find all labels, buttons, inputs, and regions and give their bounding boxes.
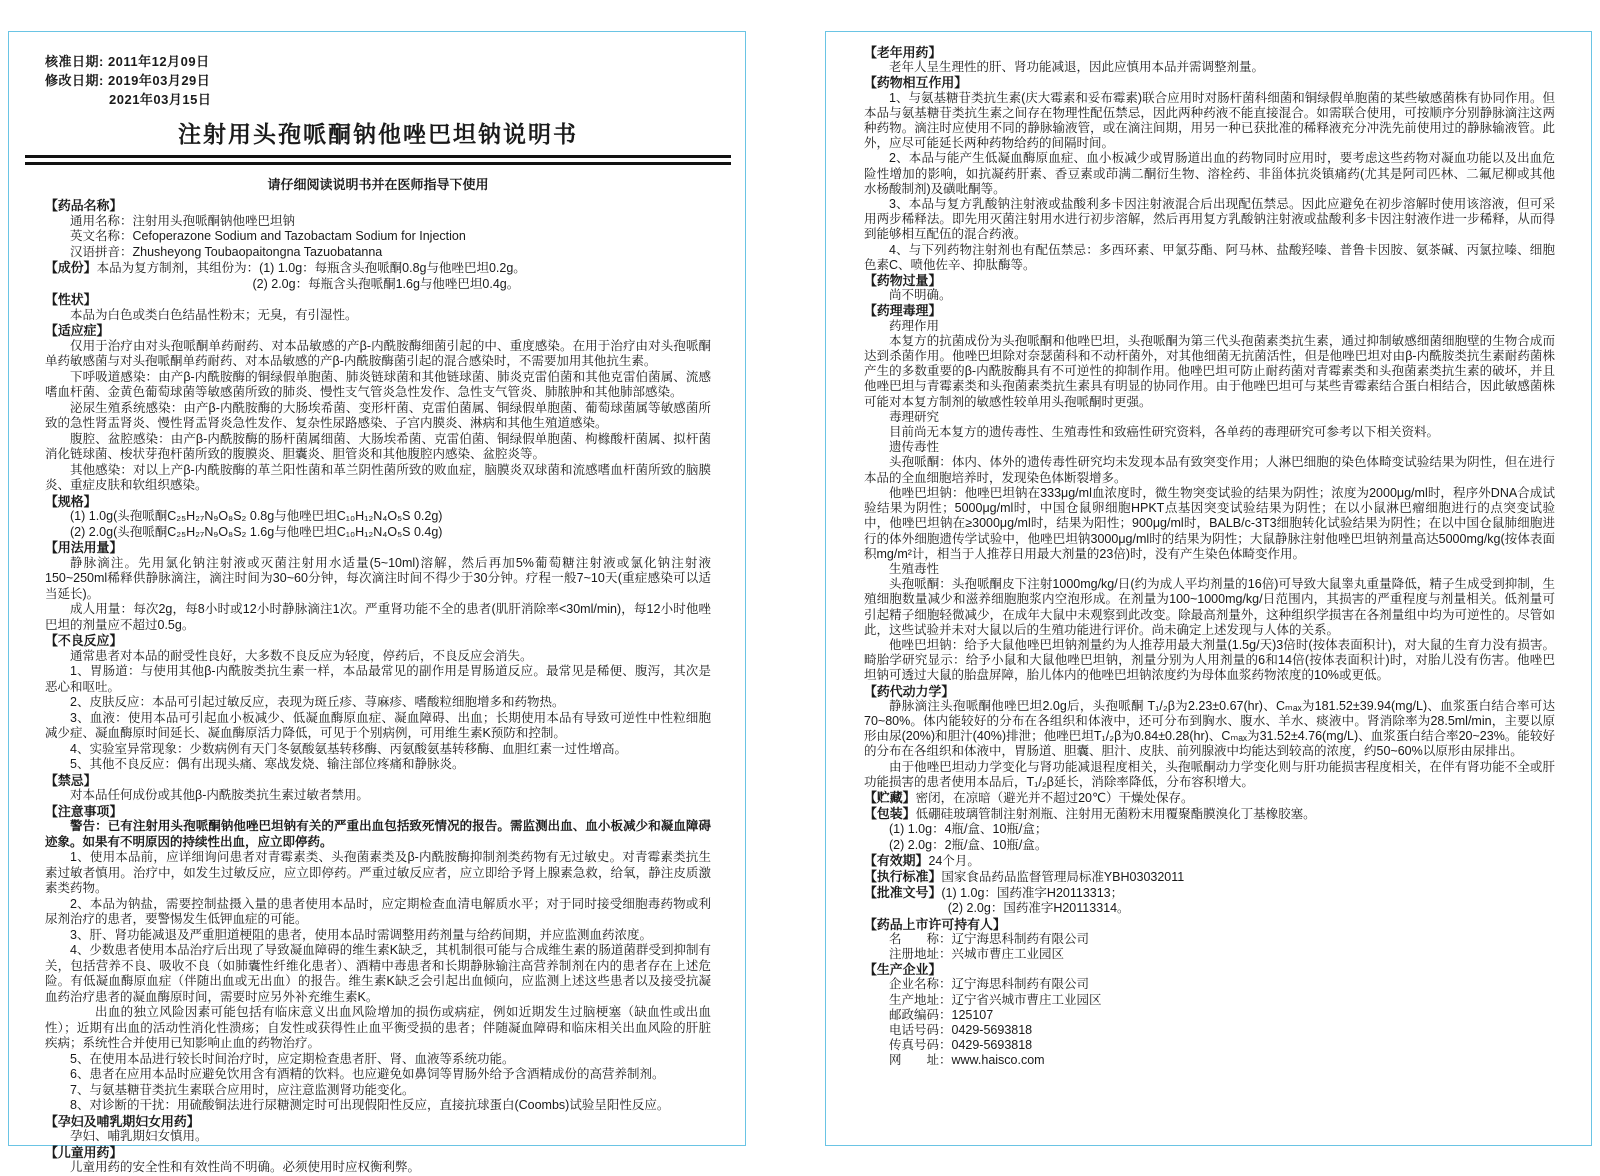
paragraph: (1) 1.0g(头孢哌酮C₂₅H₂₇N₉O₈S₂ 0.8g与他唑巴坦C₁₀H₁₂N₄O₅S 0.2g): [70, 509, 443, 523]
paragraph: 2、本品为钠盐，需要控制盐摄入量的患者使用本品时，应定期检查血清电解质水平；对于同时接受细胞毒药物或利尿剂治疗的患者，要警惕发生低钾血症的可能。: [45, 896, 711, 926]
paragraph: 生殖毒性: [889, 561, 940, 576]
section-inline-paragraph: 【有效期】24个月。: [864, 852, 980, 868]
section-heading-inline: 【执行标准】: [864, 868, 942, 884]
paragraph: 遗传毒性: [889, 440, 940, 455]
paragraph: 邮政编码：125107: [889, 1007, 994, 1022]
paragraph: 尚不明确。: [889, 288, 952, 303]
section-heading: 【规格】: [45, 493, 97, 509]
revision-date-line-2: 2021年03月15日: [109, 92, 212, 107]
paragraph: 名 称：辽宁海思科制药有限公司: [889, 931, 1090, 946]
paragraph: 本复方的抗菌成份为头孢哌酮和他唑巴坦，头孢哌酮为第三代头孢菌素类抗生素，通过抑制敏感细菌细胞壁的生物合成而达到杀菌作用。他唑巴坦除对奈瑟菌科和不动杆菌外，对其他细菌无抗菌活性，但是他唑巴坦对由β-内酰胺类抗生素耐药菌株产生的多数重要的β-内酰胺酶具有不可逆性的抑制作用。他唑巴坦可防止耐药菌对青霉素类和头孢菌素类抗生素的破坏，并且他唑巴坦与青霉素类和头孢菌素类抗生素具有明显的协同作用。由于他唑巴坦可与某些青霉素结合蛋白相结合，因此敏感菌株可能对本复方制剂的敏感性较单用头孢哌酮时更强。: [864, 333, 1555, 409]
paragraph: (2) 2.0g(头孢哌酮C₂₅H₂₇N₉O₈S₂ 1.6g与他唑巴坦C₁₀H₁₂N₄O₅S 0.4g): [70, 524, 443, 539]
paragraph: 由于他唑巴坦动力学变化与肾功能减退程度相关，头孢哌酮动力学变化则与肝功能损害程度相关，在伴有肾功能不全或肝功能损害的患者使用本品后，T₁/₂β延长，消除率降低，分布容积增大。: [864, 759, 1555, 789]
paragraph: 成人用量：每次2g，每8小时或12小时静脉滴注1次。严重肾功能不全的患者(肌肝消除率<30ml/min)，每12小时他唑巴坦的剂量应不超过0.5g。: [45, 602, 711, 632]
section-inline-paragraph: 【批准文号】(1) 1.0g：国药准字H20113313；: [864, 885, 1124, 901]
paragraph: 静脉滴注。先用氯化钠注射液或灭菌注射用水适量(5~10ml)溶解，然后再加5%葡萄糖注射液或氯化钠注射液150~250ml稀释供静脉滴注，滴注时间为30~60分钟，每次滴注时间不得少于30分钟。疗程一般7~10天(重症感染可以适当延长)。: [45, 555, 711, 601]
page-1-content: [45, 198, 711, 1176]
approval-date-line: 核准日期: 2011年12月09日: [45, 54, 210, 69]
paragraph: 孕妇、哺乳期妇女慎用。: [70, 1129, 208, 1143]
paragraph: 4、实验室异常现象：少数病例有天门冬氨酸氨基转移酶、丙氨酸氨基转移酶、血胆红素一过性增高。: [70, 741, 627, 756]
paragraph: 3、本品与复方乳酸钠注射液或盐酸利多卡因注射液混合后出现配伍禁忌。因此应避免在初步溶解时使用该溶液，但可采用两步稀释法。即先用灭菌注射用水进行初步溶解，然后再用复方乳酸钠注射液或盐酸利多卡因注射液作进一步稀释，从而得到能够相互配伍的混合药液。: [864, 197, 1555, 242]
paragraph: 腹腔、盆腔感染：由产β-内酰胺酶的肠杆菌属细菌、大肠埃希菌、克雷伯菌、铜绿假单胞菌、枸橼酸杆菌属、拟杆菌消化链球菌、梭状芽孢杆菌所致的腹膜炎、胆囊炎、胆管炎和其他腹腔内感染、盆腔炎等。: [45, 431, 711, 461]
section-heading: 【老年用药】: [864, 45, 942, 60]
paragraph: 生产地址：辽宁省兴城市曹庄工业园区: [889, 992, 1102, 1007]
paragraph: 本品为白色或类白色结晶性粉末；无臭，有引湿性。: [70, 307, 358, 322]
section-inline-paragraph: 【执行标准】国家食品药品监督管理局标准YBH03032011: [864, 868, 1185, 884]
paragraph: 传真号码：0429-5693818: [889, 1038, 1033, 1053]
paragraph: 8、对诊断的干扰：用硫酸铜法进行尿糖测定时可出现假阳性反应，直接抗球蛋白(Coombs)试验呈阳性反应。: [70, 1098, 670, 1112]
section-heading: 【性状】: [45, 292, 97, 307]
paragraph: 4、与下列药物注射剂也有配伍禁忌：多西环素、甲氯芬酯、阿马林、盐酸羟嗪、普鲁卡因胺、氨茶碱、丙氯拉嗪、细胞色素C、喷他佐辛、抑肽酶等。: [864, 242, 1555, 272]
paragraph: 网 址：www.haisco.com: [889, 1053, 1045, 1068]
warning-paragraph: 警告：已有注射用头孢哌酮钠他唑巴坦钠有关的严重出血包括致死情况的报告。需监测出血、血小板减少和凝血障碍迹象。如果有不明原因的持续性出血，应立即停药。: [45, 819, 711, 849]
paragraph: 4、少数患者使用本品治疗后出现了导致凝血障碍的维生素K缺乏，其机制很可能与合成维生素的肠道菌群受到抑制有关，包括营养不良、吸收不良（如肺囊性纤维化患者）、酒精中毒患者和长期静脉输注高营养制剂在内的患者存在上述危险。有低凝血酶原血症（伴随出血或无出血）的报告。维生素K缺乏会引起出血倾向，应监测上述这些患者以及接受抗凝血药治疗患者的凝血酶原时间，需要时应另外补充维生素K。: [45, 943, 711, 1004]
title-divider: [25, 155, 731, 165]
section-heading-inline: 【贮藏】: [864, 789, 916, 805]
section-heading: 【用法用量】: [45, 540, 123, 555]
paragraph: 毒理研究: [889, 409, 940, 424]
paragraph: 他唑巴坦钠：给予大鼠他唑巴坦钠剂量约为人推荐用最大剂量(1.5g/天)3倍时(按体表面积计)，对大鼠的生育力没有损害。畸胎学研究显示：给予小鼠和大鼠他唑巴坦钠，剂量分别为人用剂量的6和14倍(按体表面积计)时，对胎儿没有伤害。他唑巴坦钠可透过大鼠的胎盘屏障，胎儿体内的他唑巴坦钠浓度约为母体血浆药物浓度的10%或更低。: [864, 637, 1555, 683]
usage-notice: 请仔细阅读说明书并在医师指导下使用: [267, 177, 489, 192]
paragraph: (2) 2.0g：每瓶含头孢哌酮1.6g与他唑巴坦0.4g。: [252, 276, 520, 291]
paragraph: 下呼吸道感染：由产β-内酰胺酶的铜绿假单胞菌、肺炎链球菌和其他链球菌、肺炎克雷伯菌和其他克雷伯菌属、流感嗜血杆菌、金黄色葡萄球菌等敏感菌所致的肺炎、慢性支气管炎急性发作、急性支气管炎、肺脓肿和其他肺部感染。: [45, 369, 711, 399]
paragraph: 他唑巴坦钠：他唑巴坦钠在333μg/ml血浓度时，微生物突变试验的结果为阴性；浓度为2000μg/ml时，程序外DNA合成试验结果为阴性；5000μg/ml时，中国仓鼠卵细胞HPKT点基因突变试验结果为阴性；在以小鼠淋巴瘤细胞进行的点突变试验中，他唑巴坦钠在≥3000μg/ml时，结果为阳性；900μg/ml时，BALB/c-3T3细胞转化试验结果为阴性；在以中国仓鼠肺细胞进行的体外细胞遗传学试验中，他唑巴坦钠3000μg/ml时的结果为阴性；大鼠静脉注射他唑巴坦钠剂量高达5000mg/kg(按体表面积mg/m²计，相当于人推荐日用最大剂量的23倍)时，没有产生染色体畸变作用。: [864, 485, 1555, 561]
section-heading: 【孕妇及哺乳期妇女用药】: [45, 1113, 200, 1129]
paragraph: 企业名称：辽宁海思科制药有限公司: [889, 977, 1090, 992]
section-heading-inline: 【批准文号】: [864, 885, 942, 901]
paragraph: 其他感染：对以上产β-内酰胺酶的革兰阳性菌和革兰阴性菌所致的败血症，脑膜炎双球菌和流感嗜血杆菌所致的脑膜炎、重症皮肤和软组织感染。: [45, 462, 711, 492]
paragraph: 汉语拼音：Zhusheyong Toubaopaitongna Tazuobatanna: [70, 244, 383, 259]
paragraph: 3、血液：使用本品可引起血小板减少、低凝血酶原血症、凝血障碍、出血；长期使用本品有导致可逆性中性粒细胞减少症、凝血酶原时间延长、凝血酶原活力降低，可见于个别病例，可用维生素K预防和控制。: [45, 710, 711, 740]
page-2-content: [864, 45, 1555, 1069]
paragraph: 1、与氨基糖苷类抗生素(庆大霉素和妥布霉素)联合应用时对肠杆菌科细菌和铜绿假单胞菌的某些敏感菌株有协同作用。但本品与氨基糖苷类抗生素之间存在物理性配伍禁忌，因此两种药液不能直接混合。如需联合使用，可按顺序分别静脉滴注这两种药物。滴注时应使用不同的静脉输液管，或在滴注间期，用另一种已获批准的稀释液充分冲洗先前使用过的静脉输液管。此外，应尽可能延长两种药物给药的间隔时间。: [864, 90, 1555, 151]
paragraph: 头孢哌酮：头孢哌酮皮下注射1000mg/kg/日(约为成人平均剂量的16倍)可导致大鼠睾丸重量降低，精子生成受到抑制，生殖细胞数量减少和滋养细胞胞浆内空泡形成。在剂量为100~1000mg/kg/日范围内，其损害的严重程度与剂量相关。低剂量可引起精子细胞轻微减少，在成年大鼠中未观察到此改变。除最高剂量外，这种组织学损害在各剂量组中均为可逆性的。尽管如此，这些试验并未对大鼠以后的生殖功能进行评价。尚未确定上述发现与人体的关系。: [864, 577, 1555, 637]
section-heading: 【药代动力学】: [864, 683, 955, 699]
paragraph: 3、肝、肾功能减退及严重胆道梗阻的患者，使用本品时需调整用药剂量与给药间期，并应监测血药浓度。: [70, 927, 652, 942]
paragraph: 静脉滴注头孢哌酮他唑巴坦2.0g后，头孢哌酮 T₁/₂β为2.23±0.67(hr)、Cₘₐₓ为181.52±39.94(mg/L)、血浆蛋白结合率可达70~80%。体内能较好的分布在各组织和体液中，还可分布到胸水、腹水、羊水、痰液中。肾消除率为28.5ml/min，主要以原形由尿(20%)和胆汁(40%)排泄；他唑巴坦T₁/₂β为0.84±0.28(hr)、Cₘₐₓ为31.52±4.76(mg/L)、血浆蛋白结合率20~23%。能较好的分布在各组织和体液中，胃肠道、胆囊、胆汁、皮肤、前列腺液中均能达到较高的浓度，约50~60%以原形由尿排出。: [864, 698, 1555, 759]
section-heading-inline: 【包装】: [864, 806, 916, 822]
section-inline-paragraph: 【包装】低硼硅玻璃管制注射剂瓶、注射用无菌粉末用覆聚酯膜溴化丁基橡胶塞。: [864, 806, 1316, 822]
paragraph: 头孢哌酮：体内、体外的遗传毒性研究均未发现本品有致突变作用；人淋巴细胞的染色体畸变试验结果为阴性，但在进行本品的全血细胞培养时，发现染色体断裂增多。: [864, 455, 1555, 485]
paragraph: 1、胃肠道：与使用其他β-内酰胺类抗生素一样，本品最常见的副作用是胃肠道反应。最常见是稀便、腹泻，其次是恶心和呕吐。: [45, 664, 711, 694]
page-2: [825, 31, 1592, 1146]
page-title: 注射用头孢哌酮钠他唑巴坦钠说明书: [178, 121, 578, 147]
paragraph: 药理作用: [889, 318, 940, 333]
paragraph: 2、皮肤反应：本品可引起过敏反应，表现为斑丘疹、荨麻疹、嗜酸粒细胞增多和药物热。: [70, 695, 565, 709]
paragraph: 1、使用本品前，应详细询问患者对青霉素类、头孢菌素类及β-内酰胺酶抑制剂类药物有无过敏史。对青霉素类抗生素过敏者慎用。治疗中，如发生过敏反应，应立即停药。严重过敏反应者，应立即给予肾上腺素急救，给氧，静注皮质激素类药物。: [45, 850, 711, 895]
paragraph: 2、本品与能产生低凝血酶原血症、血小板减少或胃肠道出血的药物同时应用时，要考虑这些药物对凝血功能以及出血危险性增加的影响，如抗凝药肝素、香豆素或茚满二酮衍生物、溶栓药、非甾体抗炎镇痛药(尤其是阿司匹林、二氟尼柳或其他水杨酸制剂)及磺吡酮等。: [864, 151, 1555, 196]
section-heading: 【儿童用药】: [45, 1144, 123, 1160]
section-heading: 【药物相互作用】: [864, 75, 968, 91]
approval-dates: [45, 52, 711, 109]
paragraph: 出血的独立风险因素可能包括有临床意义出血风险增加的损伤或病症，例如近期发生过脑梗塞（缺血性或出血性）；近期有出血的活动性消化性溃疡；自发性或获得性止血平衡受损的患者；伴随凝血障碍和临床相关出血风险的肝脏疾病；系统性合并使用已知影响止血的药物治疗。: [45, 1005, 711, 1050]
section-heading: 【生产企业】: [864, 962, 942, 978]
section-inline-paragraph: 【成份】本品为复方制剂，其组份为：(1) 1.0g：每瓶含头孢哌酮0.8g与他唑巴坦0.2g。: [45, 260, 526, 275]
section-heading-inline: 【有效期】: [864, 852, 929, 868]
section-heading: 【药物过量】: [864, 273, 942, 289]
paragraph: (1) 1.0g：4瓶/盒、10瓶/盒；: [889, 822, 1048, 837]
paragraph: 电话号码：0429-5693818: [889, 1023, 1033, 1037]
section-heading: 【药品上市许可持有人】: [864, 916, 1006, 932]
paragraph: 6、患者在应用本品时应避免饮用含有酒精的饮料。也应避免如鼻饲等胃肠外给予含酒精成份的高营养制剂。: [70, 1067, 665, 1081]
paragraph: 老年人呈生理性的肝、肾功能减退，因此应慎用本品并需调整剂量。: [889, 60, 1265, 75]
section-heading: 【药品名称】: [45, 198, 123, 213]
paragraph: 注册地址：兴城市曹庄工业园区: [889, 946, 1065, 961]
paragraph: (2) 2.0g：2瓶/盒、10瓶/盒。: [889, 837, 1048, 852]
section-heading: 【禁忌】: [45, 772, 97, 788]
paragraph: 仅用于治疗由对头孢哌酮单药耐药、对本品敏感的产β-内酰胺酶细菌引起的中、重度感染。在用于治疗由对头孢哌酮单药敏感菌与对头孢哌酮单药耐药、对本品敏感的产β-内酰胺酶菌引起的混合感染时，不需要加用其他抗生素。: [45, 338, 711, 368]
paragraph: 5、在使用本品进行较长时间治疗时，应定期检查患者肝、肾、血液等系统功能。: [70, 1051, 515, 1066]
section-heading: 【适应症】: [45, 323, 110, 338]
paragraph: 7、与氨基糖苷类抗生素联合应用时，应注意监测肾功能变化。: [70, 1082, 415, 1097]
section-heading: 【药理毒理】: [864, 303, 942, 319]
revision-date-line: 修改日期: 2019年03月29日: [45, 73, 211, 88]
paragraph: 5、其他不良反应：偶有出现头痛、寒战发烧、输注部位疼痛和静脉炎。: [70, 757, 465, 771]
paragraph: 目前尚无本复方的遗传毒性、生殖毒性和致癌性研究资料，各单药的毒理研究可参考以下相关资料。: [889, 425, 1440, 440]
paragraph: 儿童用药的安全性和有效性尚不明确。必须使用时应权衡利弊。: [70, 1160, 421, 1174]
paragraph: 对本品任何成份或其他β-内酰胺类抗生素过敏者禁用。: [70, 788, 369, 802]
paragraph: 通用名称：注射用头孢哌酮钠他唑巴坦钠: [70, 213, 296, 228]
section-heading: 【注意事项】: [45, 803, 123, 819]
section-heading: 【不良反应】: [45, 633, 123, 648]
paragraph: 泌尿生殖系统感染：由产β-内酰胺酶的大肠埃希菌、变形杆菌、克雷伯菌属、铜绿假单胞菌、葡萄球菌属等敏感菌所致的急性肾盂肾炎、慢性肾盂肾炎急性发作、复杂性尿路感染、子宫内膜炎、淋病和其他生殖道感染。: [45, 400, 711, 430]
section-heading-inline: 【成份】: [45, 260, 97, 275]
paragraph: (2) 2.0g：国药准字H20113314。: [947, 901, 1130, 916]
paragraph: 英文名称：Cefoperazone Sodium and Tazobactam Sodium for Injection: [70, 229, 466, 243]
page-1: [8, 31, 746, 1174]
section-inline-paragraph: 【贮藏】密闭，在凉暗（避光并不超过20℃）干燥处保存。: [864, 789, 1194, 805]
paragraph: 通常患者对本品的耐受性良好，大多数不良反应为轻度，停药后，不良反应会消失。: [70, 648, 533, 663]
